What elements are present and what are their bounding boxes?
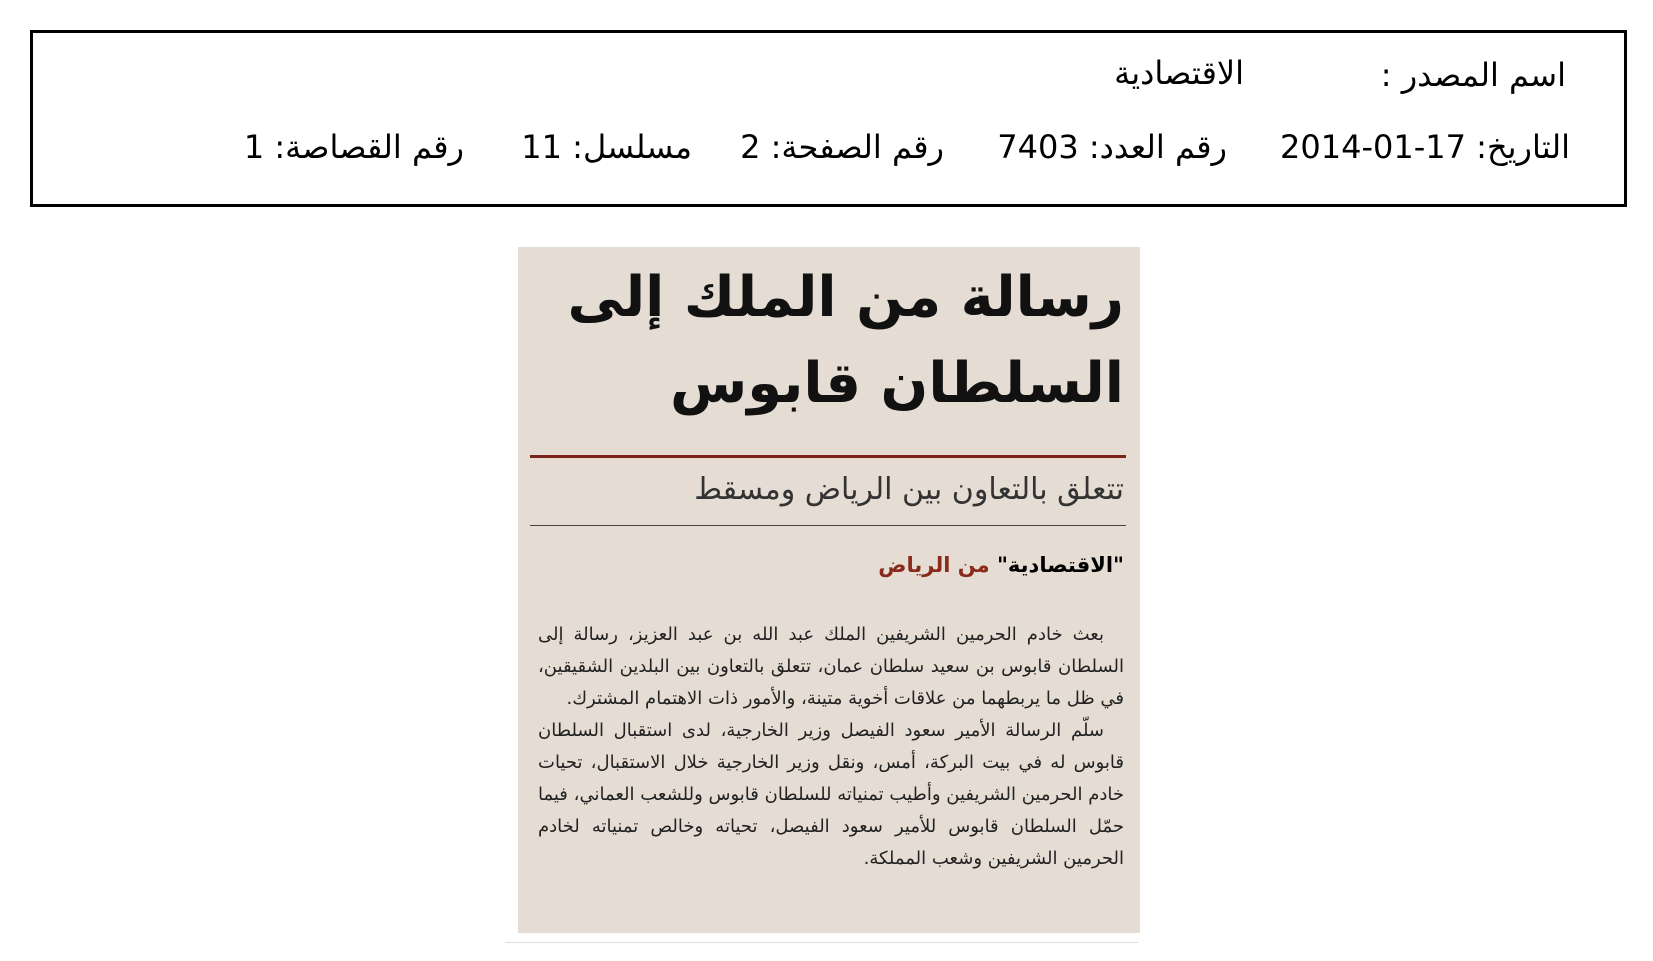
- byline-place: من الرياض: [878, 553, 997, 577]
- article-headline: [534, 255, 1124, 427]
- article-byline: [878, 553, 1124, 577]
- clip-number-field: رقم القصاصة: 1: [243, 128, 464, 166]
- page-number-field: رقم الصفحة: 2: [740, 128, 944, 166]
- serial-field: مسلسل: 11: [521, 128, 692, 166]
- clip-bottom-edge: [505, 942, 1138, 943]
- source-info-box: [30, 30, 1627, 207]
- headline-divider: [530, 455, 1126, 458]
- issue-number-field: رقم العدد: 7403: [997, 128, 1227, 166]
- headline-line-2: السلطان قابوس: [669, 351, 1124, 416]
- article-paragraph-2: سلّم الرسالة الأمير سعود الفيصل وزير الخارجية، لدى استقبال السلطان قابوس له في بيت البركة، أمس، ونقل وزير الخارجية خلال الاستقبال، تحيات خادم الحرمين الشريفين وأطيب تمنياته للسلطان قابوس وللشعب العماني، فيما حمّل السلطان قابوس للأمير سعود الفيصل، تحياته وخالص تمنياته لخادم الحرمين الشريفين وشعب المملكة.: [537, 720, 1124, 869]
- source-label: اسم المصدر :: [1380, 56, 1566, 94]
- byline-source: "الاقتصادية": [996, 553, 1124, 577]
- article-paragraph-1: بعث خادم الحرمين الشريفين الملك عبد الله بن عبد العزيز، رسالة إلى السلطان قابوس بن سعيد سلطان عمان، تتعلق بالتعاون بين البلدين الشقيقين، في ظل ما يربطهما من علاقات أخوية متينة، والأمور ذات الاهتمام المشترك.: [538, 624, 1124, 709]
- date-field: التاريخ: 17-01-2014: [1280, 128, 1570, 166]
- headline-line-1: رسالة من الملك إلى: [567, 265, 1124, 330]
- newspaper-clipping: [518, 247, 1140, 933]
- article-subheadline: تتعلق بالتعاون بين الرياض ومسقط: [694, 472, 1124, 507]
- article-body: [538, 619, 1124, 875]
- subheadline-divider: [530, 525, 1126, 526]
- source-name: الاقتصادية: [1114, 54, 1244, 92]
